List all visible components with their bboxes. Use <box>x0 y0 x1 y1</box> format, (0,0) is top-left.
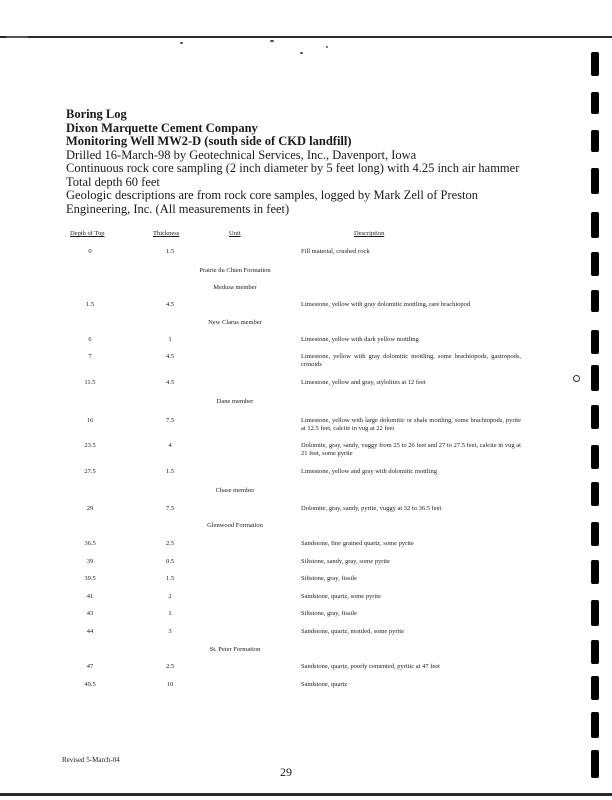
document-header <box>66 108 536 216</box>
description-cell: Limestone, yellow and gray, stylolites at 12 feet <box>301 379 426 386</box>
binder-mark <box>591 676 599 700</box>
description-cell: Limestone, yellow with gray dolomitic mottling, rare brachiopod <box>301 301 471 308</box>
sampling-info: Continuous rock core sampling (2 inch diameter by 5 feet long) with 4.25 inch air hammer <box>66 161 520 175</box>
description-cell: Sandstone, quartz, some pyrite <box>301 593 381 600</box>
drilled-info: Drilled 16-March-98 by Geotechnical Services, Inc., Davenport, Iowa <box>66 147 417 162</box>
scan-speck <box>573 375 580 382</box>
description-cell: Sandstone, quartz <box>301 681 348 688</box>
binder-mark <box>591 640 599 664</box>
thickness-cell: 1 <box>168 610 172 617</box>
thickness-cell: 0.5 <box>165 558 175 565</box>
description-cell: Limestone, yellow with large dolomitic or shale mottling, some brachiopods, pyrite at 12.5 feet, calcite in vug at 22 feet <box>301 417 521 432</box>
thickness-cell: 4.5 <box>165 301 175 308</box>
depth-cell: 6 <box>88 336 92 343</box>
page-number: 29 <box>280 765 292 779</box>
thickness-cell: 4.5 <box>165 379 175 386</box>
column-header-depth: Depth of Top <box>70 230 105 237</box>
description-cell: Limestone, yellow with dark yellow mottling <box>301 336 419 343</box>
binder-mark <box>591 560 599 584</box>
column-header-unit: Unit <box>229 230 241 237</box>
description-cell: Sandstone, fine grained quartz, some pyrite <box>301 540 414 547</box>
scan-speck <box>326 46 328 48</box>
depth-cell: 27.5 <box>84 468 96 475</box>
depth-cell: 16 <box>86 417 94 424</box>
table-header <box>0 230 612 242</box>
binder-mark <box>591 600 599 626</box>
geologic-note: Geologic descriptions are from rock core samples, logged by Mark Zell of Preston Engineering, Inc. (All measurements in feet) <box>66 188 479 216</box>
binder-mark <box>591 522 599 546</box>
thickness-cell: 4 <box>168 442 172 449</box>
scan-top-edge <box>0 36 612 38</box>
description-cell: Fill material, crushed rock <box>301 248 370 255</box>
depth-cell: 43 <box>86 610 94 617</box>
scan-speck <box>180 42 183 44</box>
binder-mark <box>591 290 599 312</box>
binder-mark <box>591 252 599 276</box>
depth-cell: 49.5 <box>84 681 96 688</box>
unit-label: St. Peter Formation <box>209 646 261 653</box>
scan-speck <box>6 36 28 38</box>
binder-mark <box>591 445 599 469</box>
thickness-cell: 1.5 <box>165 248 175 255</box>
revision-date: Revised 5-March-04 <box>62 756 120 764</box>
unit-label: Medusa member <box>213 284 257 291</box>
thickness-cell: 2.5 <box>165 663 175 670</box>
description-cell: Siltstone, gray, fissile <box>301 575 357 582</box>
binder-mark <box>591 130 599 152</box>
depth-cell: 23.5 <box>84 442 96 449</box>
binder-mark <box>591 750 599 778</box>
thickness-cell: 1.5 <box>165 468 175 475</box>
thickness-cell: 4.5 <box>165 353 175 360</box>
binder-mark <box>591 92 599 114</box>
column-header-description: Description <box>354 230 385 237</box>
depth-cell: 47 <box>86 663 94 670</box>
well-name: Monitoring Well MW2-D (south side of CKD landfill) <box>66 134 352 148</box>
thickness-cell: 1.5 <box>165 575 175 582</box>
binder-mark <box>591 482 599 506</box>
unit-label: Glenwood Formation <box>207 522 263 529</box>
depth-cell: 44 <box>86 628 94 635</box>
total-depth: Total depth 60 feet <box>66 174 160 189</box>
description-cell: Dolomite, gray, sandy, pyrite, vuggy at 32 to 36.5 feet <box>301 505 442 512</box>
binder-mark <box>591 712 599 738</box>
company-name: Dixon Marquette Cement Company <box>66 120 258 135</box>
depth-cell: 11.5 <box>84 379 96 386</box>
depth-cell: 39 <box>86 558 94 565</box>
unit-label: Chase member <box>215 487 255 494</box>
binder-mark <box>591 405 599 429</box>
scan-speck <box>270 40 274 42</box>
description-cell: Limestone, yellow and gray with dolomitic mottling <box>301 468 437 475</box>
binder-mark <box>591 168 599 194</box>
depth-cell: 29 <box>86 505 94 512</box>
description-cell: Dolomite, gray, sandy, vuggy from 25 to 26 feet and 27 to 27.5 feet, calcite in vug at 21 feet, some pyrite <box>301 442 521 457</box>
scan-bottom-edge <box>0 793 612 796</box>
thickness-cell: 2 <box>168 593 172 600</box>
depth-cell: 39.5 <box>84 575 96 582</box>
unit-label: Dane member <box>216 398 254 405</box>
depth-cell: 0 <box>88 248 92 255</box>
unit-label: New Clarus member <box>208 319 262 326</box>
depth-cell: 41 <box>86 593 94 600</box>
thickness-cell: 1 <box>168 336 172 343</box>
depth-cell: 36.5 <box>84 540 96 547</box>
binder-mark <box>591 365 599 391</box>
column-header-thickness: Thickness <box>153 230 180 237</box>
description-cell: Sandstone, quartz, poorly cemented, pyritic at 47 feet <box>301 663 440 670</box>
description-cell: Limestone, yellow with gray dolomitic mottling, some brachiopods, gastropods, crinoids <box>301 353 521 368</box>
description-cell: Sandstone, quartz, mottled, some pyrite <box>301 628 405 635</box>
thickness-cell: 7.5 <box>165 505 175 512</box>
description-cell: Siltstone, gray, fissile <box>301 610 357 617</box>
document-title: Boring Log <box>66 107 127 121</box>
description-cell: Siltstone, sandy, gray, some pyrite <box>301 558 390 565</box>
binder-mark <box>591 52 599 76</box>
depth-cell: 7 <box>88 353 92 360</box>
unit-label: Prairie du Chien Formation <box>199 267 271 274</box>
thickness-cell: 2.5 <box>165 540 175 547</box>
depth-cell: 1.5 <box>85 301 95 308</box>
thickness-cell: 3 <box>168 628 172 635</box>
scan-speck <box>300 52 303 54</box>
thickness-cell: 10 <box>166 681 174 688</box>
binder-mark <box>591 330 599 354</box>
thickness-cell: 7.5 <box>165 417 175 424</box>
